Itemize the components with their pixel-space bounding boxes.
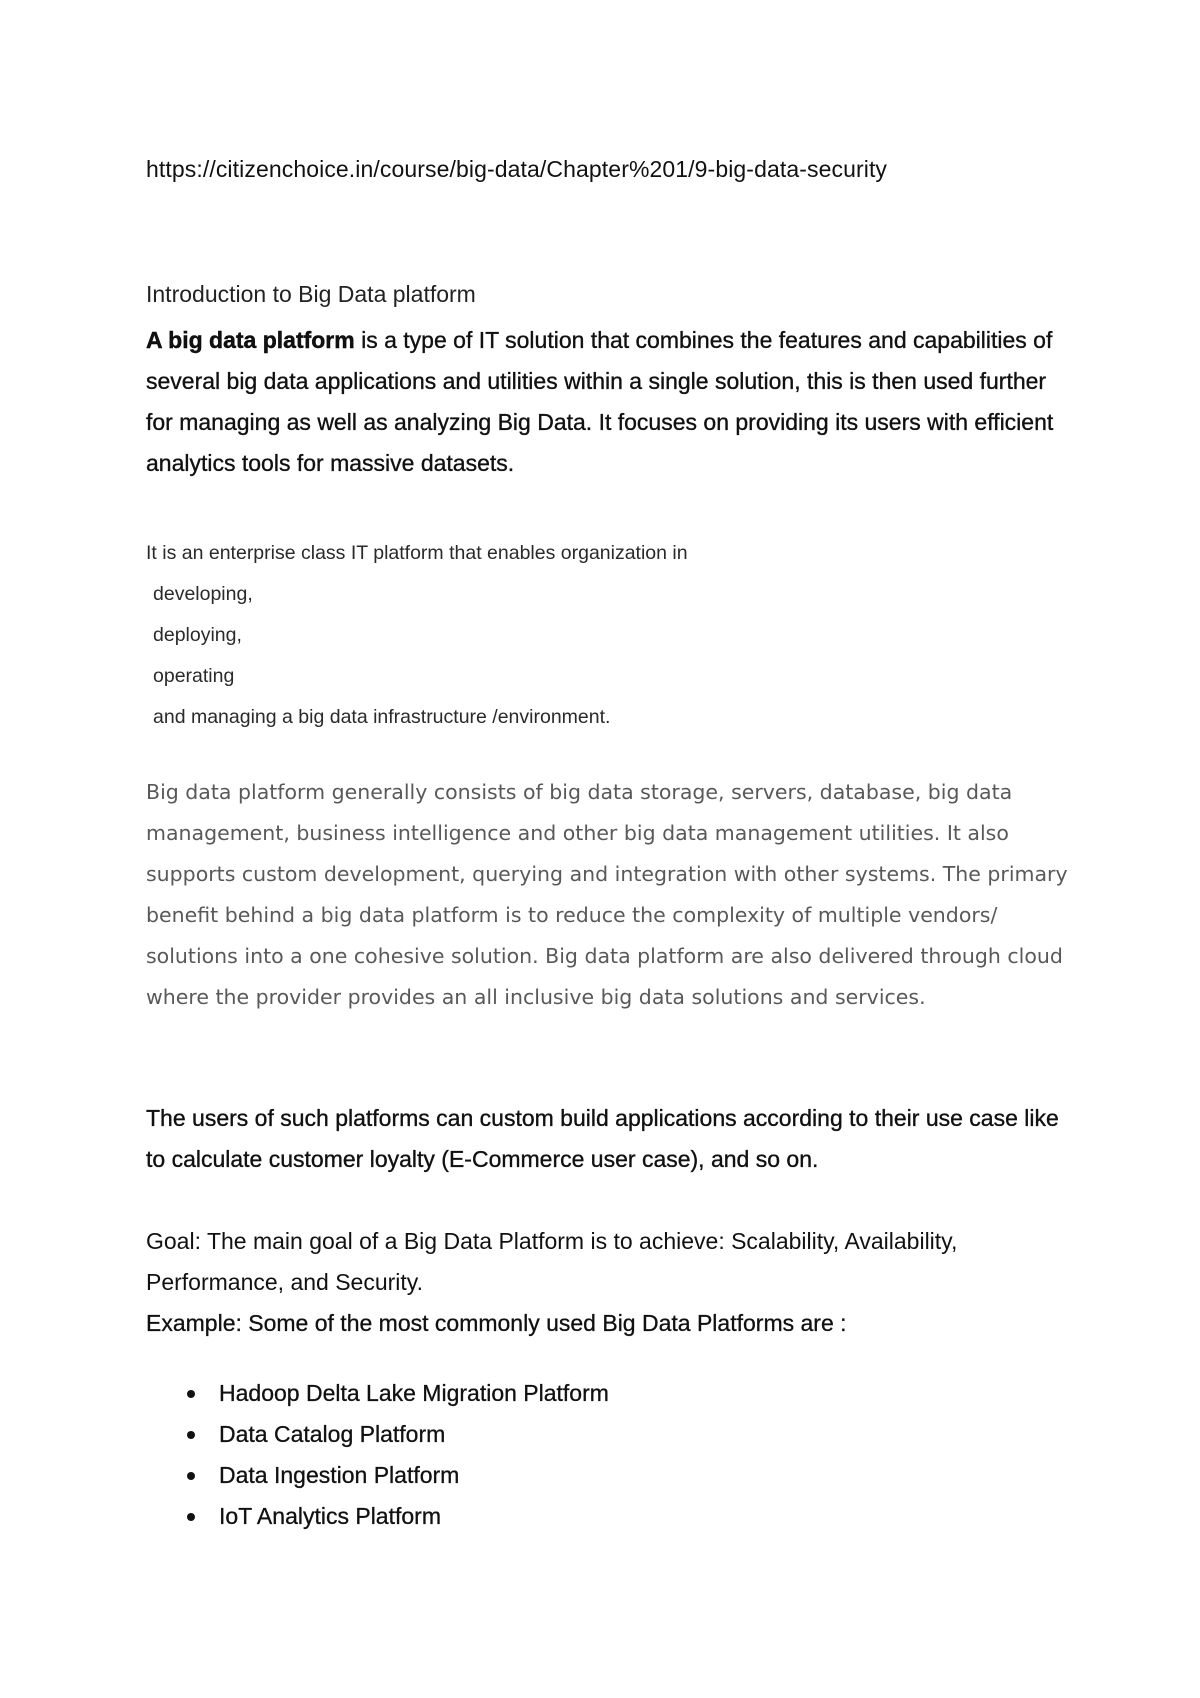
enterprise-item-managing: and managing a big data infrastructure /environment. — [153, 706, 611, 728]
goal-paragraph: Goal: The main goal of a Big Data Platform is to achieve: Scalability, Availability, Performance, and Security. — [146, 1228, 958, 1295]
list-item — [146, 1455, 609, 1496]
enterprise-item-deploying: deploying, — [153, 624, 242, 646]
enterprise-paragraph — [146, 533, 1066, 738]
intro-heading: Introduction to Big Data platform — [146, 281, 476, 307]
definition-text: is a type of IT solution that combines the features and capabilities of several big data applications and utilities within a single solution, this is then used further for managing as well as analyzing Big Data. It focuses on providing its users with efficient analytics tools for massive datasets. — [146, 327, 1054, 476]
list-item — [146, 1496, 609, 1537]
consists-paragraph: Big data platform generally consists of big data storage, servers, database, big data management, business intelligence and other big data management utilities. It also supports custom development, querying and integration with other systems. The primary benefit behind a big data platform is to reduce the complexity of multiple vendors/ solutions into a one cohesive solution. Big data platform are also delivered through cloud where the provider provides an all inclusive big data solutions and services. — [146, 780, 1068, 1009]
bullet-icon — [187, 1431, 195, 1439]
platform-name: IoT Analytics Platform — [219, 1503, 441, 1529]
enterprise-item-operating: operating — [153, 665, 235, 687]
users-paragraph: The users of such platforms can custom build applications according to their use case like to calculate customer loyalty (E-Commerce user case), and so on. — [146, 1105, 1059, 1172]
enterprise-item-developing: developing, — [153, 583, 253, 605]
source-url: https://citizenchoice.in/course/big-data/Chapter%201/9-big-data-security — [146, 156, 888, 182]
platform-name: Hadoop Delta Lake Migration Platform — [219, 1380, 609, 1406]
platform-name: Data Ingestion Platform — [219, 1462, 460, 1488]
bullet-icon — [187, 1472, 195, 1480]
definition-term: A big data platform — [146, 327, 355, 353]
example-line: Example: Some of the most commonly used Big Data Platforms are : — [146, 1310, 847, 1336]
platform-name: Data Catalog Platform — [219, 1421, 446, 1447]
list-item — [146, 1414, 609, 1455]
platform-list — [146, 1373, 609, 1537]
enterprise-lead: It is an enterprise class IT platform that enables organization in — [146, 542, 688, 564]
list-item — [146, 1373, 609, 1414]
bullet-icon — [187, 1513, 195, 1521]
definition-paragraph — [146, 320, 1066, 484]
bullet-icon — [187, 1390, 195, 1398]
